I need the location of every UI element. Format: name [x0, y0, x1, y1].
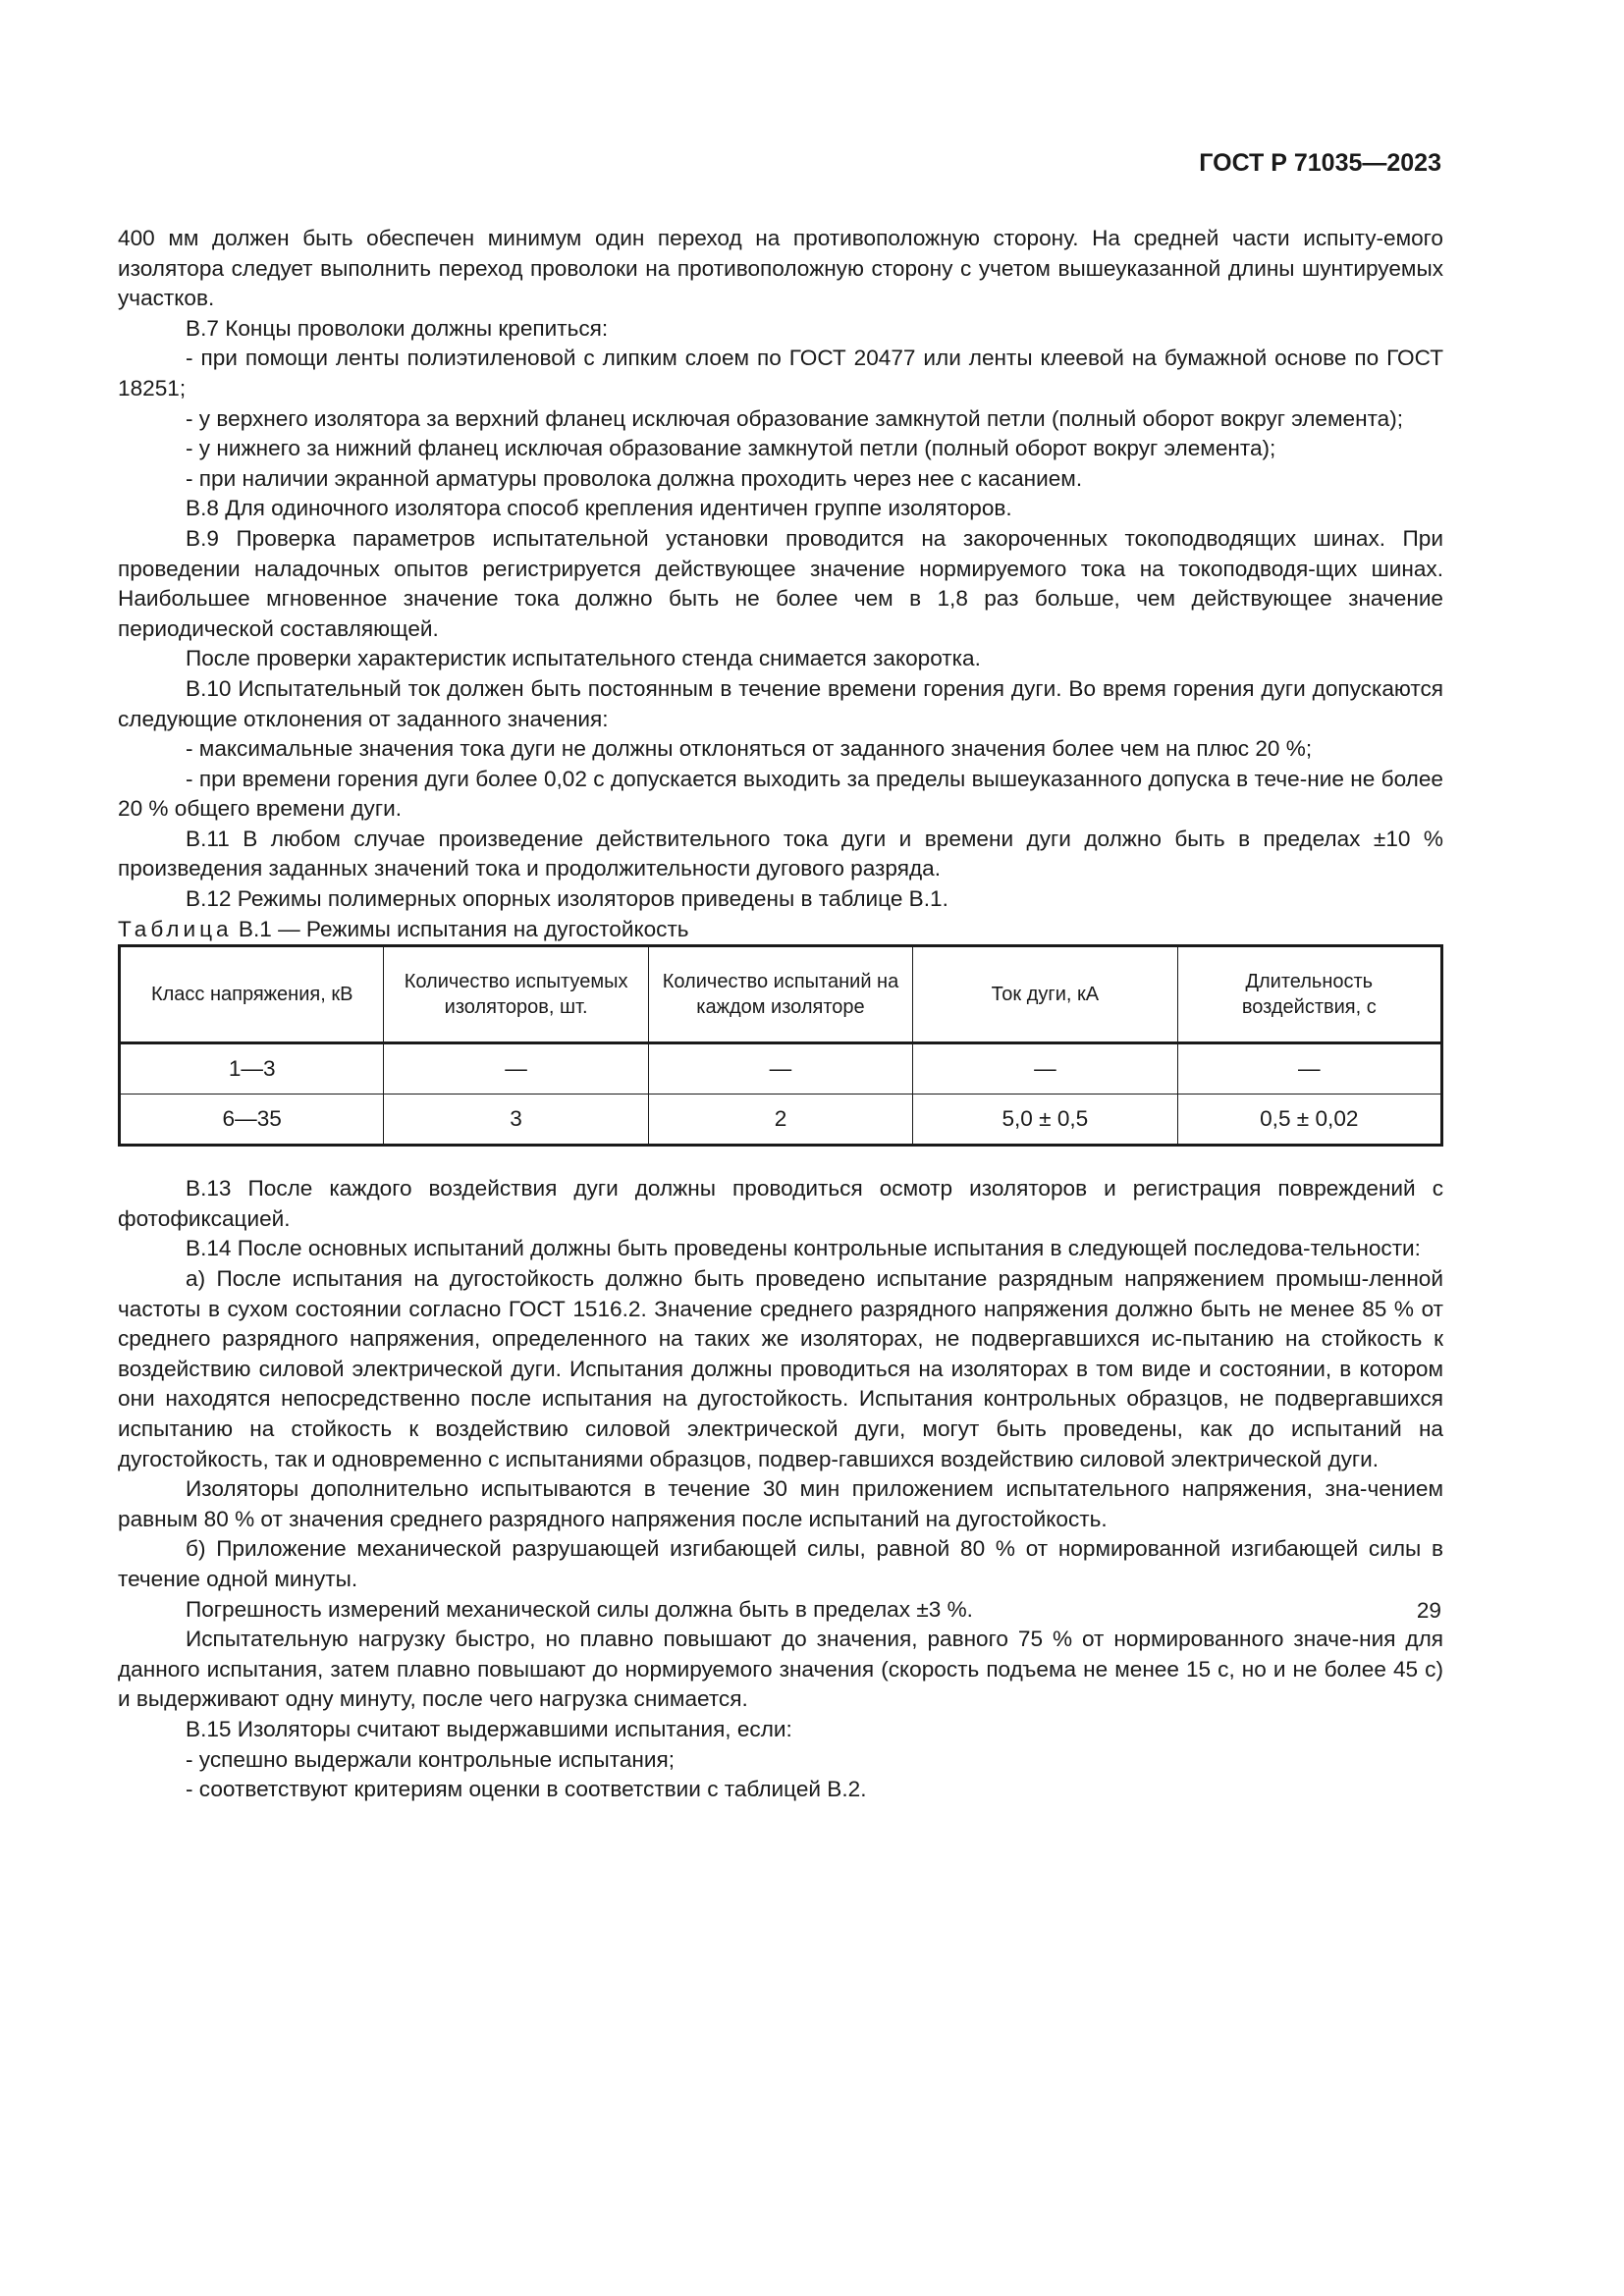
paragraph: - при наличии экранной арматуры проволока должна проходить через нее с касанием.	[186, 465, 1083, 491]
table-cell: 0,5 ± 0,02	[1177, 1095, 1441, 1146]
paragraphs-bottom	[118, 1174, 1443, 1804]
paragraph: Погрешность измерений механической силы должна быть в пределах ±3 %.	[186, 1596, 973, 1622]
table-cell: —	[648, 1043, 912, 1095]
paragraph: - максимальные значения тока дуги не должны отклоняться от заданного значения более чем на плюс 20 %;	[186, 736, 1313, 762]
paragraph: В.9 Проверка параметров испытательной установки проводится на закороченных токоподводящих шинах. При проведении наладочных опытов регистрируется действующее значение нормируемого тока на токоподводя-щих шинах. Наибольшее мгновенное значение тока должно быть не более чем в 1,8 раз больше, чем действующее значение периодической составляющей.	[118, 525, 1443, 641]
table-header-cell: Количество испытаний на каждом изоляторе	[648, 946, 912, 1043]
table-header-cell: Длительность воздействия, с	[1177, 946, 1441, 1043]
table-row	[120, 1043, 1442, 1095]
paragraph: б) Приложение механической разрушающей изгибающей силы, равной 80 % от нормированной изгибающей силы в течение одной минуты.	[118, 1536, 1443, 1591]
page-number: 29	[1416, 1598, 1441, 1623]
table-header-cell: Ток дуги, кА	[913, 946, 1177, 1043]
table-caption-label: Таблица	[118, 916, 233, 941]
table-cell: 5,0 ± 0,5	[913, 1095, 1177, 1146]
table-cell: 1—3	[120, 1043, 384, 1095]
table-cell: 2	[648, 1095, 912, 1146]
paragraph: После проверки характеристик испытательного стенда снимается закоротка.	[186, 646, 981, 671]
paragraph: В.8 Для одиночного изолятора способ крепления идентичен группе изоляторов.	[186, 496, 1012, 521]
paragraph: В.12 Режимы полимерных опорных изоляторов приведены в таблице В.1.	[186, 886, 948, 912]
table-header-cell: Класс напряжения, кВ	[120, 946, 384, 1043]
paragraph: Изоляторы дополнительно испытываются в течение 30 мин приложением испытательного напряжения, зна-чением равным 80 % от значения среднего разрядного напряжения после испытаний на дугостойкость.	[118, 1476, 1443, 1531]
table-cell: —	[913, 1043, 1177, 1095]
table-header-cell: Количество испытуемых изоляторов, шт.	[384, 946, 648, 1043]
paragraphs-top	[118, 224, 1443, 915]
table-cell: —	[384, 1043, 648, 1095]
paragraph: В.15 Изоляторы считают выдержавшими испытания, если:	[186, 1716, 792, 1741]
test-modes-table	[118, 944, 1443, 1147]
table-cell: 6—35	[120, 1095, 384, 1146]
table-cell: 3	[384, 1095, 648, 1146]
paragraph: - успешно выдержали контрольные испытания;	[186, 1746, 676, 1772]
paragraph: 400 мм должен быть обеспечен минимум один переход на противоположную сторону. На средней части испыту-емого изолятора следует выполнить переход проволоки на противоположную сторону с учетом вышеуказанной длины шунтируемых участков.	[118, 226, 1443, 311]
paragraph: В.13 После каждого воздействия дуги должны проводиться осмотр изоляторов и регистрация повреждений с фотофиксацией.	[118, 1176, 1443, 1231]
paragraph: - при помощи ленты полиэтиленовой с липким слоем по ГОСТ 20477 или ленты клеевой на бумажной основе по ГОСТ 18251;	[118, 346, 1443, 400]
table-header-row	[120, 946, 1442, 1043]
paragraph: В.14 После основных испытаний должны быть проведены контрольные испытания в следующей последова-тельности:	[186, 1236, 1421, 1261]
table-caption	[118, 915, 1443, 945]
paragraph: - у верхнего изолятора за верхний фланец исключая образование замкнутой петли (полный оборот вокруг элемента);	[186, 405, 1404, 431]
paragraph: - соответствуют критериям оценки в соответствии с таблицей В.2.	[186, 1777, 867, 1802]
page-body	[118, 224, 1443, 1805]
paragraph: В.11 В любом случае произведение действительного тока дуги и времени дуги должно быть в пределах ±10 % произведения заданных значений тока и продолжительности дугового разряда.	[118, 826, 1443, 881]
document-code: ГОСТ Р 71035—2023	[1199, 149, 1441, 177]
paragraph: - при времени горения дуги более 0,02 с допускается выходить за пределы вышеуказанного допуска в тече-ние не более 20 % общего времени дуги.	[118, 766, 1443, 822]
table-cell: —	[1177, 1043, 1441, 1095]
paragraph: Испытательную нагрузку быстро, но плавно повышают до значения, равного 75 % от нормированного значе-ния для данного испытания, затем плавно повышают до нормируемого значения (скорость подъема не менее 15 с, но и не более 45 с) и выдерживают одну минуту, после чего нагрузка снимается.	[118, 1627, 1443, 1712]
paragraph: В.7 Концы проволоки должны крепиться:	[186, 315, 609, 341]
paragraph: а) После испытания на дугостойкость должно быть проведено испытание разрядным напряжением промыш-ленной частоты в сухом состоянии согласно ГОСТ 1516.2. Значение среднего разрядного напряжения должно быть не менее 85 % от среднего разрядного напряжения, определенного на таких же изоляторах, не подвергавшихся ис-пытанию на стойкость к воздействию силовой электрической дуги. Испытания должны проводиться на изоляторах в том виде и состоянии, в котором они находятся непосредственно после испытания на дугостойкость. Испытания контрольных образцов, не подвергавшихся испытанию на стойкость к воздействию силовой электрической дуги, могут быть проведены, как до испытаний на дугостойкость, так и одновременно с испытаниями образцов, подвер-гавшихся воздействию силовой электрической дуги.	[118, 1266, 1443, 1471]
paragraph: - у нижнего за нижний фланец исключая образование замкнутой петли (полный оборот вокруг элемента);	[186, 436, 1276, 461]
table-caption-title: В.1 — Режимы испытания на дугостойкость	[238, 916, 689, 941]
paragraph: В.10 Испытательный ток должен быть постоянным в течение времени горения дуги. Во время горения дуги допускаются следующие отклонения от заданного значения:	[118, 675, 1443, 731]
table-row	[120, 1095, 1442, 1146]
